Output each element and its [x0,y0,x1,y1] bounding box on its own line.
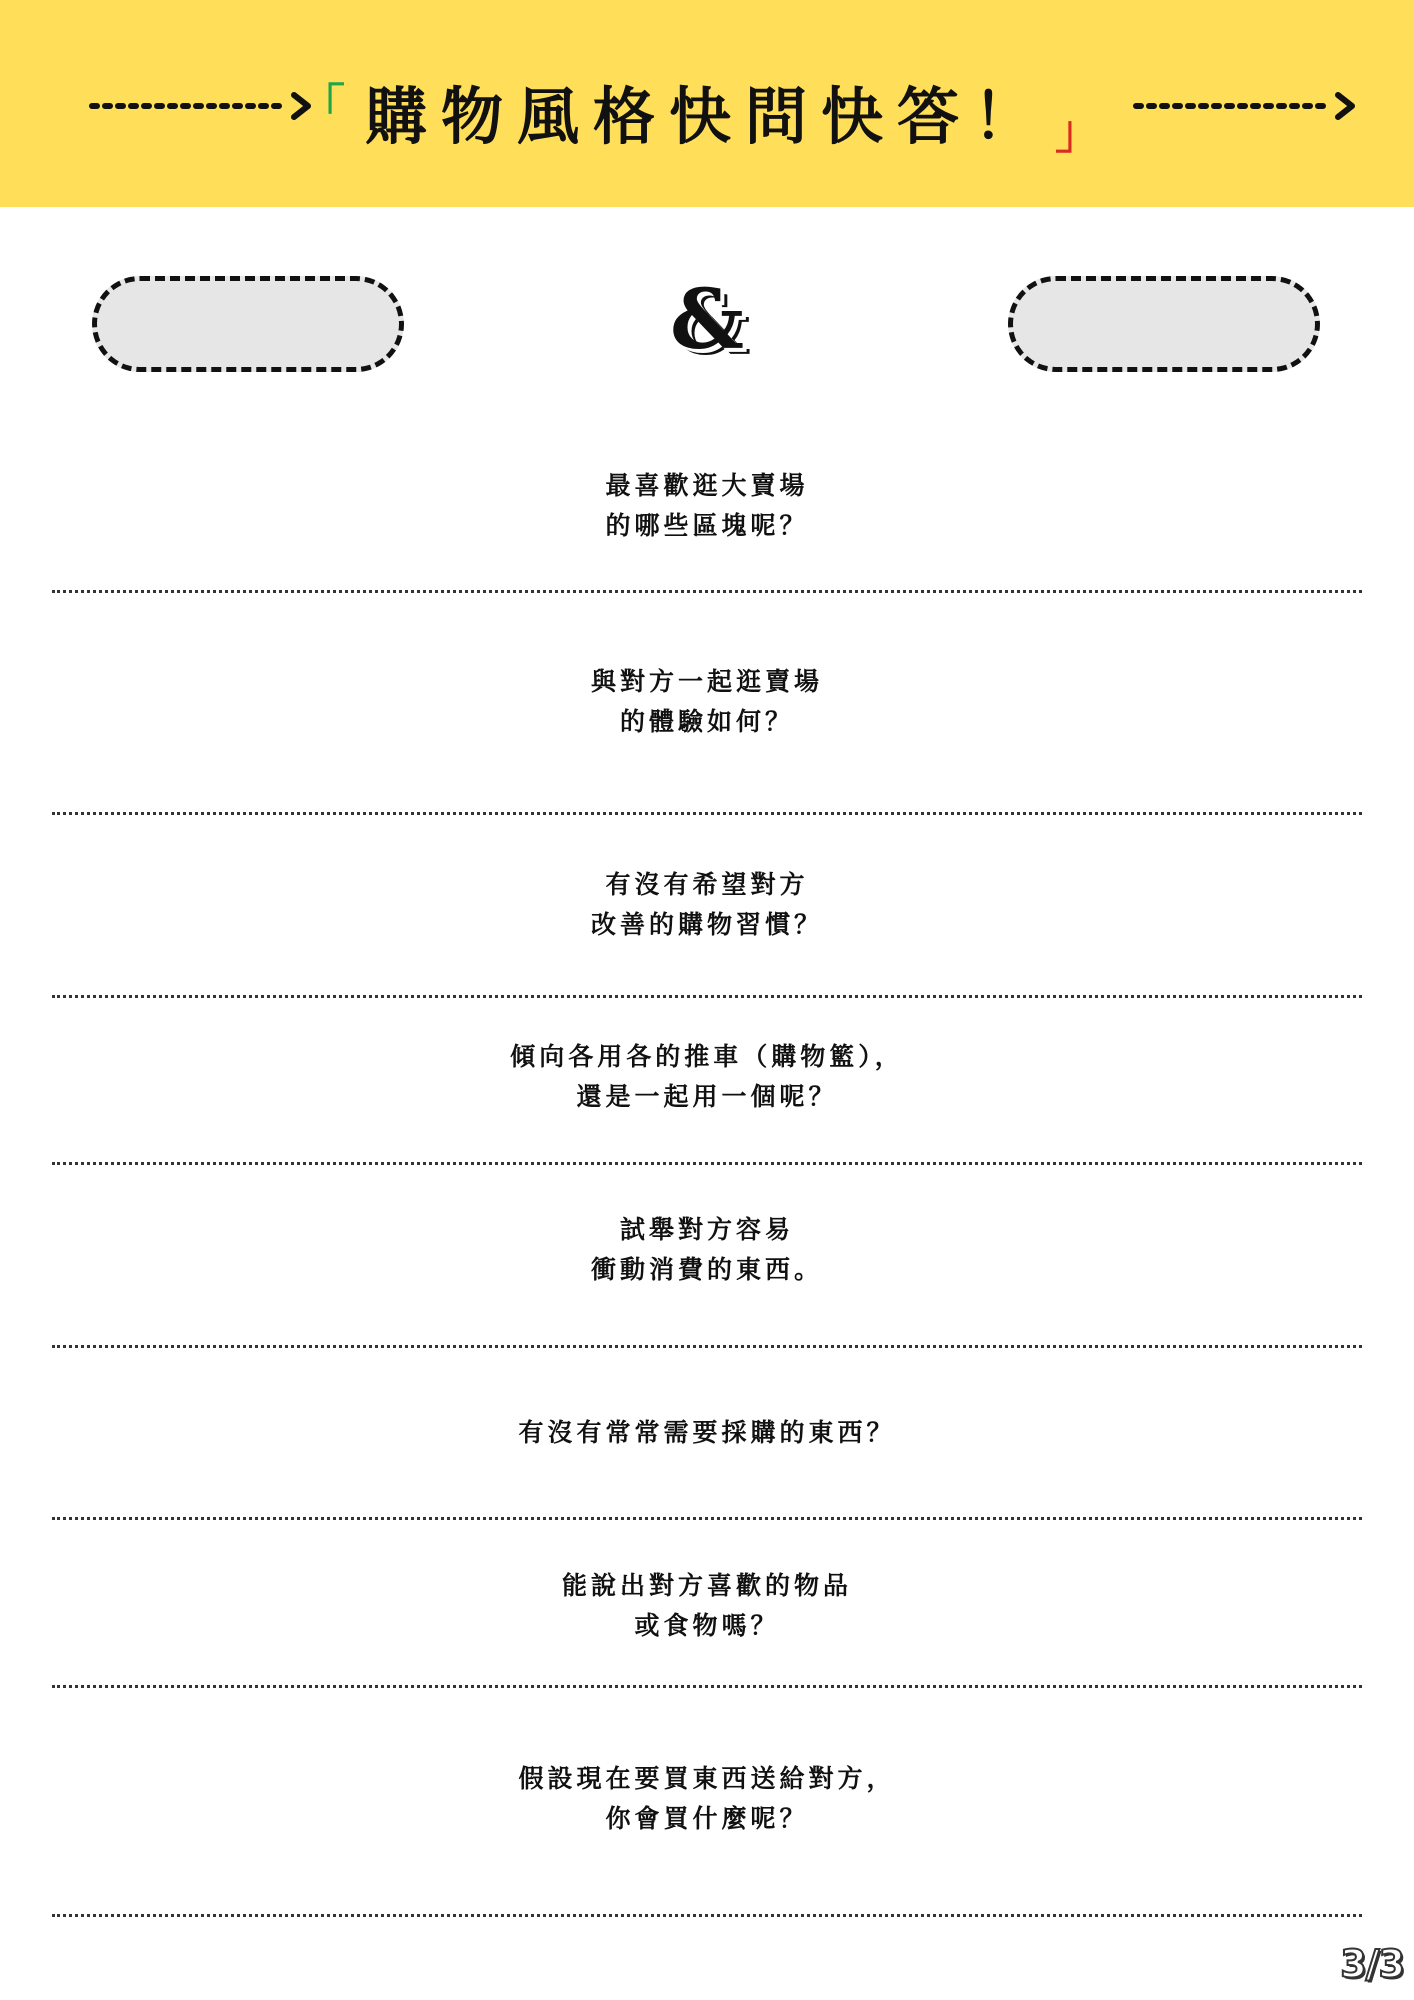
answer-line-2[interactable] [52,812,1362,815]
question-5-line-1: 試舉對方容易 [619,1215,794,1244]
question-1-line-1: 最喜歡逛大賣場 [605,471,809,500]
answer-line-3[interactable] [52,995,1362,998]
question-4-line-1: 傾向各用各的推車（購物籃）， [510,1042,904,1071]
page-number: 3/3 [1340,1942,1404,1986]
question-5 [0,1210,1414,1290]
question-6 [0,1413,1414,1453]
question-8 [0,1759,1414,1839]
question-7-line-2: 或食物嗎？ [634,1611,780,1640]
title-text: 購物風格快問快答！ [364,80,1049,153]
question-2-line-2: 的體驗如何？ [619,707,794,736]
question-8-line-2: 你會買什麼呢？ [605,1804,809,1833]
question-5-line-2: 衝動消費的東西。 [590,1255,823,1284]
answer-line-6[interactable] [52,1517,1362,1520]
question-1 [0,466,1414,546]
title-close-bracket: 」 [1055,105,1115,159]
answer-line-4[interactable] [52,1162,1362,1165]
answer-line-5[interactable] [52,1345,1362,1348]
question-7 [0,1566,1414,1646]
answer-line-1[interactable] [52,590,1362,593]
question-3 [0,865,1414,945]
question-2 [0,662,1414,742]
question-7-line-1: 能說出對方喜歡的物品 [561,1571,852,1600]
answer-line-7[interactable] [52,1685,1362,1688]
question-3-line-1: 有沒有希望對方 [605,870,809,899]
question-1-line-2: 的哪些區塊呢？ [605,511,809,540]
title-open-bracket: 「 [298,79,359,133]
question-3-line-2: 改善的購物習慣？ [590,910,823,939]
question-4-line-2: 還是一起用一個呢？ [576,1082,838,1111]
question-8-line-1: 假設現在要買東西送給對方， [518,1764,896,1793]
answer-line-8[interactable] [52,1914,1362,1917]
question-6-line-1: 有沒有常常需要採購的東西？ [518,1418,896,1447]
ampersand-connector: & [669,272,745,368]
right-dotted-arrow-icon [1132,88,1362,124]
question-2-line-1: 與對方一起逛賣場 [590,667,823,696]
question-4 [0,1037,1414,1117]
right-name-field[interactable] [1008,276,1320,372]
